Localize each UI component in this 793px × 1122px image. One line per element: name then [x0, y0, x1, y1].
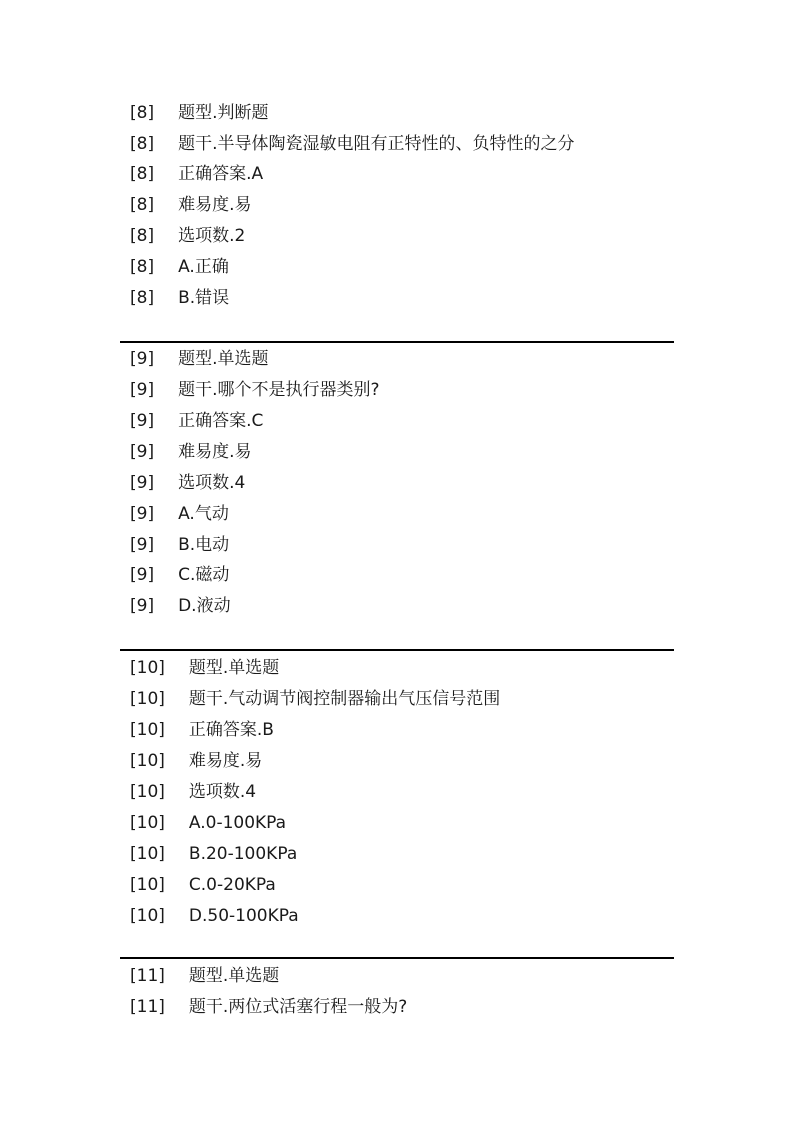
option-c: C.磁动: [178, 565, 230, 585]
question-index: [8]: [130, 288, 155, 308]
question-index: [10]: [130, 906, 165, 926]
question-type: 题型.单选题: [188, 966, 280, 986]
question-index: [9]: [130, 504, 155, 524]
question-index: [9]: [130, 535, 155, 555]
correct-answer: 正确答案.A: [178, 164, 264, 184]
question-line: [130, 657, 279, 679]
question-index: [10]: [130, 782, 165, 802]
question-line: [130, 595, 231, 617]
option-a: A.0-100KPa: [188, 813, 287, 833]
option-count: 选项数.4: [188, 782, 257, 802]
option-d: D.50-100KPa: [188, 906, 299, 926]
question-index: [9]: [130, 442, 155, 462]
question-line: [130, 379, 380, 401]
question-line: [130, 564, 229, 586]
question-line: [130, 503, 229, 525]
option-b: B.电动: [178, 535, 230, 555]
question-line: [130, 534, 229, 556]
question-line: [130, 348, 269, 370]
difficulty: 难易度.易: [178, 195, 252, 215]
option-count: 选项数.4: [178, 473, 246, 493]
question-line: [130, 133, 575, 155]
question-line: [130, 750, 262, 772]
question-index: [10]: [130, 751, 165, 771]
question-block-10: [120, 649, 674, 941]
option-b: B.错误: [178, 288, 230, 308]
question-line: [130, 843, 297, 865]
question-index: [8]: [130, 226, 155, 246]
question-index: [10]: [130, 658, 165, 678]
question-stem: 题干.气动调节阀控制器输出气压信号范围: [188, 689, 501, 709]
question-line: [130, 102, 269, 124]
difficulty: 难易度.易: [188, 751, 263, 771]
question-stem: 题干.半导体陶瓷湿敏电阻有正特性的、负特性的之分: [178, 134, 575, 154]
option-d: D.液动: [178, 596, 231, 616]
question-index: [10]: [130, 844, 165, 864]
question-line: [130, 905, 299, 927]
question-index: [8]: [130, 164, 155, 184]
question-type: 题型.单选题: [178, 349, 269, 369]
question-index: [9]: [130, 565, 155, 585]
question-line: [130, 225, 245, 247]
difficulty: 难易度.易: [178, 442, 252, 462]
question-index: [9]: [130, 596, 155, 616]
question-type: 题型.单选题: [188, 658, 280, 678]
question-index: [10]: [130, 689, 165, 709]
question-block-11: [120, 957, 674, 1039]
question-index: [10]: [130, 813, 165, 833]
option-c: C.0-20KPa: [188, 875, 276, 895]
question-line: [130, 965, 279, 987]
question-line: [130, 287, 229, 309]
question-index: [9]: [130, 411, 155, 431]
correct-answer: 正确答案.B: [188, 720, 274, 740]
question-index: [8]: [130, 195, 155, 215]
question-index: [8]: [130, 257, 155, 277]
question-line: [130, 194, 252, 216]
question-line: [130, 410, 263, 432]
question-index: [8]: [130, 103, 155, 123]
question-index: [11]: [130, 966, 165, 986]
question-line: [130, 874, 276, 896]
question-line: [130, 472, 245, 494]
question-index: [9]: [130, 380, 155, 400]
question-line: [130, 441, 252, 463]
question-stem: 题干.哪个不是执行器类别?: [178, 380, 380, 400]
question-type: 题型.判断题: [178, 103, 269, 123]
question-line: [130, 719, 274, 741]
question-line: [130, 256, 229, 278]
question-index: [9]: [130, 349, 155, 369]
question-line: [130, 812, 286, 834]
question-line: [130, 163, 263, 185]
question-index: [8]: [130, 134, 155, 154]
option-a: A.气动: [178, 504, 229, 524]
option-b: B.20-100KPa: [188, 844, 298, 864]
question-block-8: [120, 100, 674, 320]
correct-answer: 正确答案.C: [178, 411, 264, 431]
question-index: [9]: [130, 473, 155, 493]
question-index: [10]: [130, 875, 165, 895]
question-line: [130, 781, 256, 803]
option-a: A.正确: [178, 257, 229, 277]
question-index: [11]: [130, 997, 165, 1017]
option-count: 选项数.2: [178, 226, 246, 246]
question-stem: 题干.两位式活塞行程一般为?: [188, 997, 408, 1017]
question-index: [10]: [130, 720, 165, 740]
question-line: [130, 996, 407, 1018]
question-line: [130, 688, 500, 710]
question-block-9: [120, 341, 674, 633]
